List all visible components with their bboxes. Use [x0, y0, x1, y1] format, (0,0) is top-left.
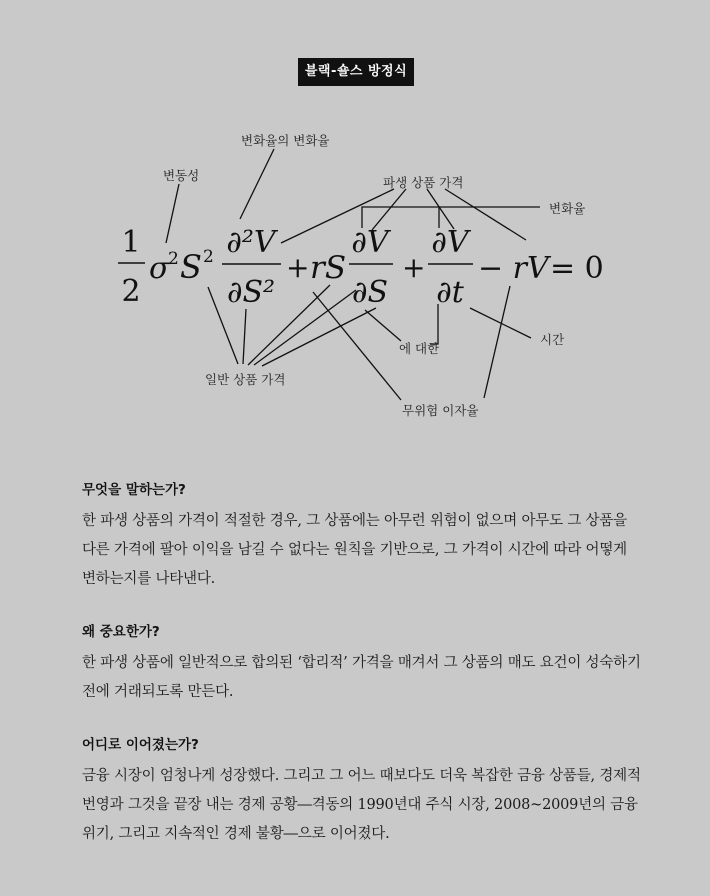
black-scholes-equation [118, 225, 604, 310]
leader-derivative-price-2 [372, 189, 406, 230]
leader-derivative-price-3 [427, 189, 454, 229]
section-why-heading: 왜 중요한가? [82, 624, 160, 640]
partial-t: ∂t [436, 275, 464, 310]
sigma-exponent: 2 [168, 249, 179, 269]
half-denominator: 2 [121, 274, 141, 309]
partial-V-2: ∂V [431, 225, 469, 260]
leader-time [470, 308, 531, 338]
leader-underlying-2 [243, 309, 246, 364]
leader-volatility [166, 184, 179, 243]
second-partial-S: ∂S² [226, 275, 276, 310]
leader-with-respect-to-1 [365, 310, 401, 341]
section-what [82, 478, 642, 594]
section-where-heading: 어디로 이어졌는가? [82, 737, 199, 753]
label-second-rate: 변화율의 변화율 [241, 133, 330, 148]
equals-zero: = 0 [550, 251, 604, 286]
plus-sign-2: + [402, 251, 426, 284]
S-exponent: 2 [203, 247, 214, 267]
label-derivative-price: 파생 상품 가격 [383, 175, 464, 190]
leader-risk-free-2 [484, 286, 510, 398]
label-risk-free-rate: 무위험 이자율 [402, 403, 479, 418]
plus-sign-1: + [286, 251, 310, 284]
label-rate-of-change: 변화율 [549, 201, 586, 216]
half-numerator: 1 [121, 225, 141, 260]
page-title: 블랙-숄스 방정식 [304, 64, 408, 79]
label-time: 시간 [540, 332, 565, 347]
second-partial-V: ∂²V [226, 225, 276, 260]
section-why-body: 한 파생 상품에 일반적으로 합의된 ‘합리적’ 가격을 매겨서 그 상품의 매도 요건이 성숙하기 전에 거래되도록 만든다. [82, 655, 641, 700]
leader-second-rate [240, 149, 274, 219]
section-what-heading: 무엇을 말하는가? [82, 482, 186, 498]
section-where-body: 금융 시장이 엄청나게 성장했다. 그리고 그 어느 때보다도 더욱 복잡한 금융 상품들, 경제적 번영과 그것을 끝장 내는 경제 공황―격동의 1990년대 주식 시장, 2008~2009년의 금융 위기, 그리고 지속적인 경제 불황―으로 이어졌다. [82, 768, 641, 842]
section-where [82, 733, 642, 849]
label-with-respect-to: 에 대한 [399, 341, 440, 356]
label-volatility: 변동성 [163, 168, 200, 183]
leader-with-respect-to-2 [430, 304, 438, 344]
minus-rV-term: − rV [478, 251, 549, 286]
sigma: σ [149, 251, 170, 286]
partial-V-1: ∂V [351, 225, 389, 260]
section-why [82, 620, 642, 707]
label-underlying-price: 일반 상품 가격 [205, 372, 286, 387]
underlying-S: S [180, 248, 202, 286]
partial-S: ∂S [351, 275, 389, 310]
section-what-body: 한 파생 상품의 가격이 적절한 경우, 그 상품에는 아무런 위험이 없으며 아무도 그 상품을 다른 가격에 팔아 이익을 남길 수 없다는 원칙을 기반으로, 그 가격이 시간에 따라 어떻게 변하는지를 나타낸다. [82, 513, 627, 587]
rS-term: rS [310, 250, 347, 286]
